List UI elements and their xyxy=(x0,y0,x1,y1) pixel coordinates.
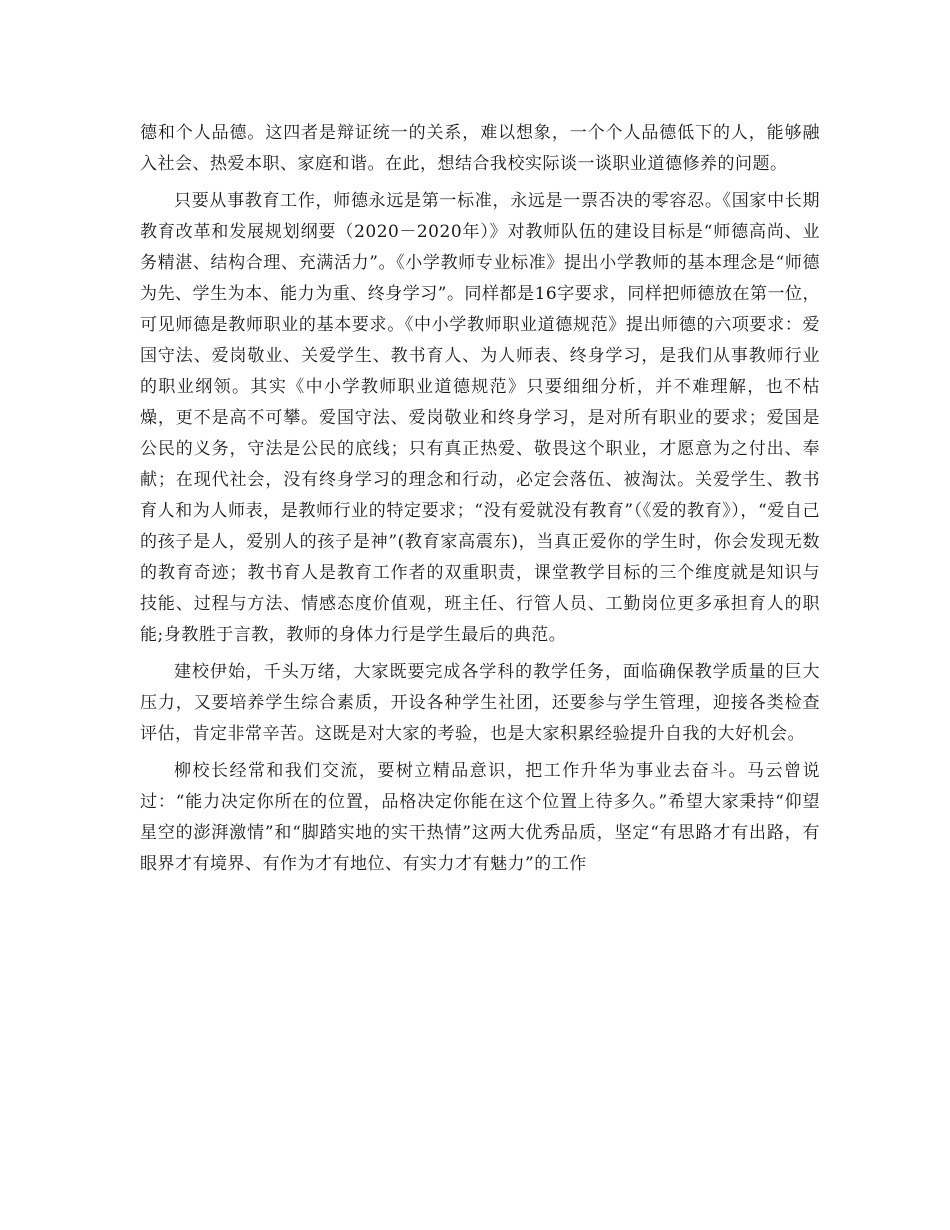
paragraph-principal-advice: 柳校长经常和我们交流，要树立精品意识，把工作升华为事业去奋斗。马云曾说过：“能力决定你所在的位置，品格决定你能在这个位置上待多久。”希望大家秉持“仰望星空的澎湃激情”和“脚踏实地的实干热情”这两大优秀品质，坚定“有思路才有出路，有眼界才有境界、有作为才有地位、有实力才有魅力”的工作 xyxy=(140,761,820,874)
document-body xyxy=(140,118,820,886)
paragraph-school-founding: 建校伊始，千头万绪，大家既要完成各学科的教学任务，面临确保教学质量的巨大压力，又要培养学生综合素质，开设各种学生社团，还要参与学生管理，迎接各类检查评估，肯定非常辛苦。这既是对大家的考验，也是大家积累经验提升自我的大好机会。 xyxy=(140,662,820,744)
paragraph-continuation: 德和个人品德。这四者是辩证统一的关系，难以想象，一个个人品德低下的人，能够融入社会、热爱本职、家庭和谐。在此，想结合我校实际谈一谈职业道德修养的问题。 xyxy=(140,123,820,174)
paragraph-teacher-ethics: 只要从事教育工作，师德永远是第一标准，永远是一票否决的零容忍。《国家中长期教育改革和发展规划纲要（2020－2020年）》对教师队伍的建设目标是“师德高尚、业务精湛、结构合理、充满活力”。《小学教师专业标准》提出小学教师的基本理念是“师德为先、学生为本、能力为重、终身学习”。同样都是16字要求，同样把师德放在第一位，可见师德是教师职业的基本要求。《中小学教师职业道德规范》提出师德的六项要求：爱国守法、爱岗敬业、关爱学生、教书育人、为人师表、终身学习，是我们从事教师行业的职业纲领。其实《中小学教师职业道德规范》只要细细分析，并不难理解，也不枯燥，更不是高不可攀。爱国守法、爱岗敬业和终身学习，是对所有职业的要求；爱国是公民的义务，守法是公民的底线；只有真正热爱、敬畏这个职业，才愿意为之付出、奉献；在现代社会，没有终身学习的理念和行动，必定会落伍、被淘汰。关爱学生、教书育人和为人师表，是教师行业的特定要求；“没有爱就没有教育”（《爱的教育》），“爱自己的孩子是人，爱别人的孩子是神”(教育家高震东)，当真正爱你的学生时，你会发现无数的教育奇迹；教书育人是教育工作者的双重职责，课堂教学目标的三个维度就是知识与技能、过程与方法、情感态度价值观，班主任、行管人员、工勤岗位更多承担育人的职能;身教胜于言教，教师的身体力行是学生最后的典范。 xyxy=(140,191,820,645)
